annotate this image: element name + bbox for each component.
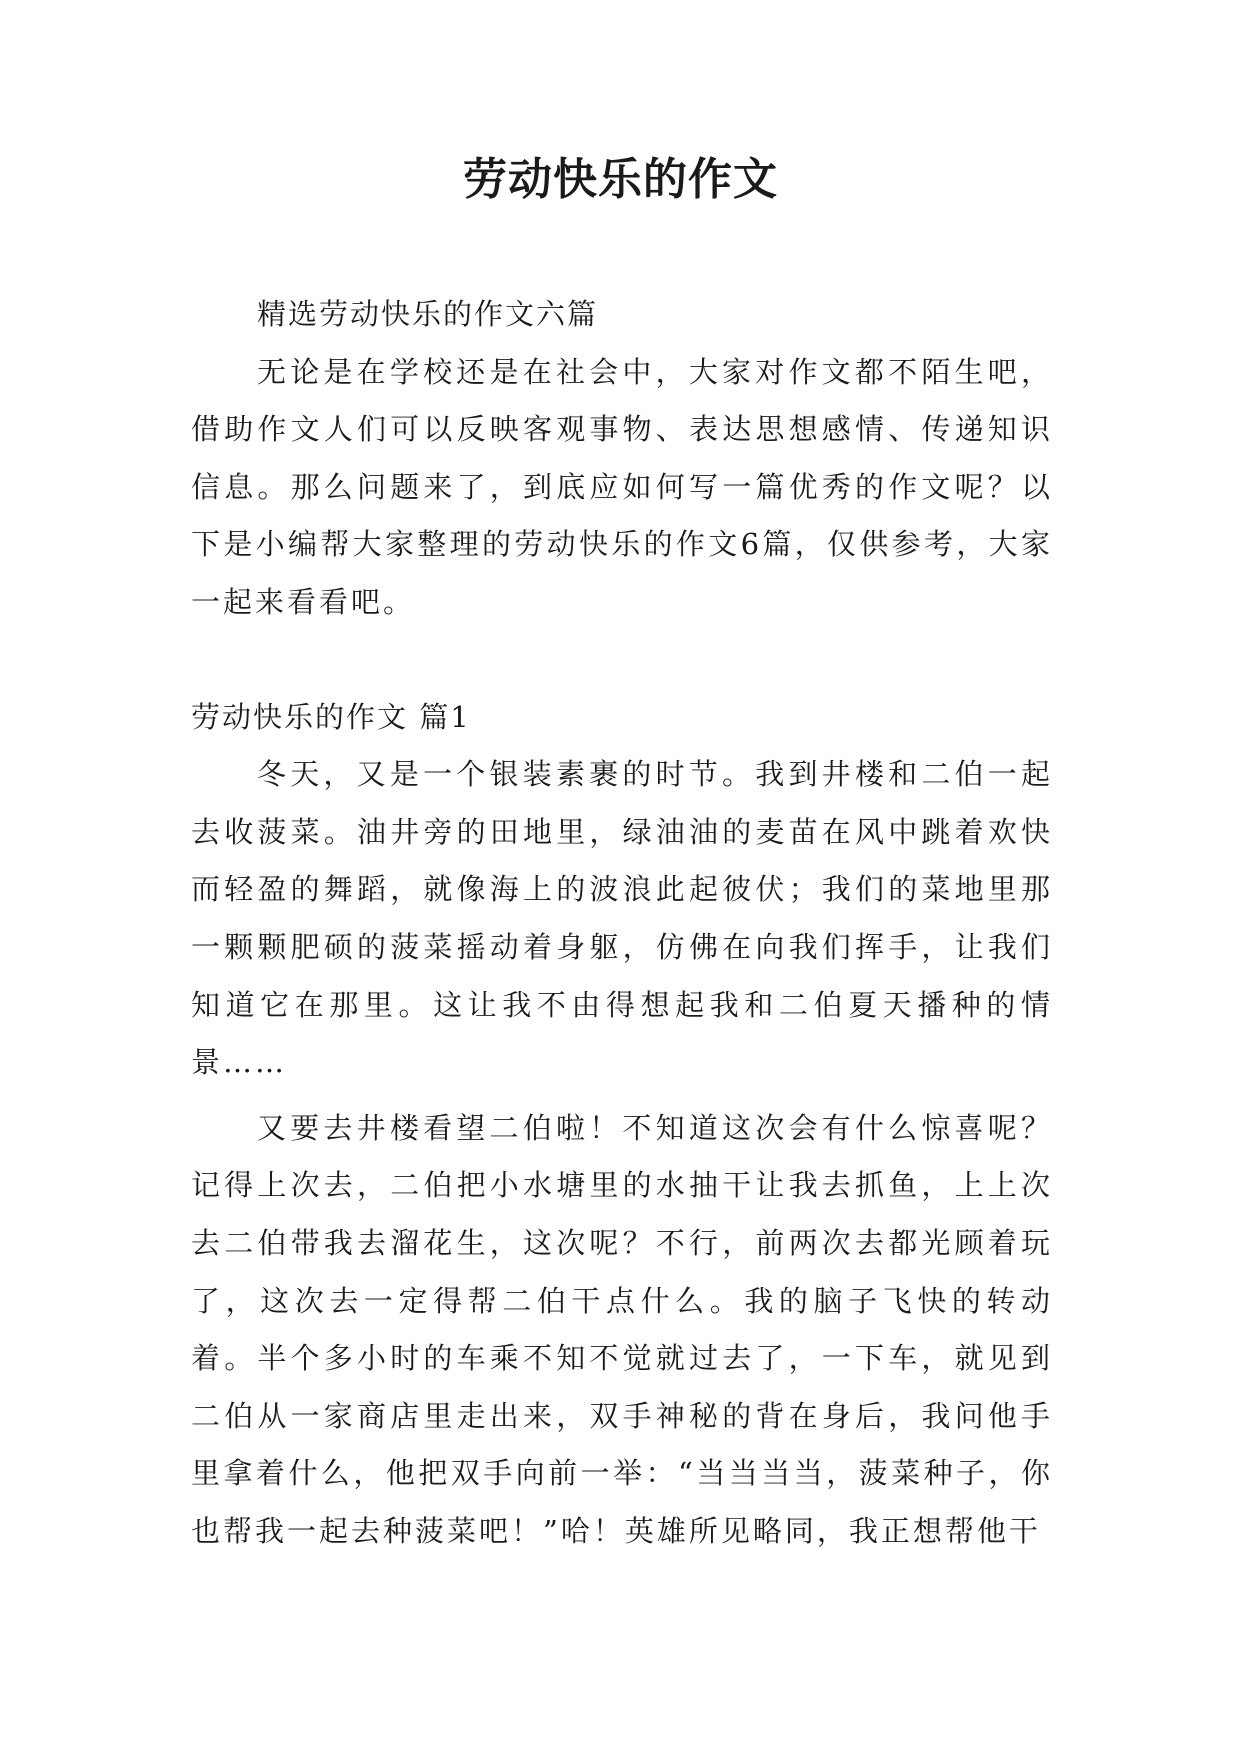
document-body <box>191 286 1053 1560</box>
body-paragraph: 又要去井楼看望二伯啦！不知道这次会有什么惊喜呢？记得上次去，二伯把小水塘里的水抽干让我去抓鱼，上上次去二伯带我去溜花生，这次呢？不行，前两次去都光顾着玩了，这次去一定得帮二伯干点什么。我的脑子飞快的转动着。半个多小时的车乘不知不觉就过去了，一下车，就见到二伯从一家商店里走出来，双手神秘的背在身后，我问他手里拿着什么，他把双手向前一举：“当当当当，菠菜种子，你也帮我一起去种菠菜吧！”哈！英雄所见略同，我正想帮他干 <box>191 1110 1053 1548</box>
section-heading: 劳动快乐的作文 篇1 <box>191 699 471 734</box>
document-subtitle: 精选劳动快乐的作文六篇 <box>257 297 599 331</box>
document-title: 劳动快乐的作文 <box>463 154 778 205</box>
body-paragraph: 冬天，又是一个银装素裹的时节。我到井楼和二伯一起去收菠菜。油井旁的田地里，绿油油的麦苗在风中跳着欢快而轻盈的舞蹈，就像海上的波浪此起彼伏；我们的菜地里那一颗颗肥硕的菠菜摇动着身躯，仿佛在向我们挥手，让我们知道它在那里。这让我不由得想起我和二伯夏天播种的情景…… <box>191 757 1053 1080</box>
intro-paragraph: 无论是在学校还是在社会中，大家对作文都不陌生吧，借助作文人们可以反映客观事物、表达思想感情、传递知识信息。那么问题来了，到底应如何写一篇优秀的作文呢？以下是小编帮大家整理的劳动快乐的作文6篇，仅供参考，大家一起来看看吧。 <box>191 354 1053 619</box>
